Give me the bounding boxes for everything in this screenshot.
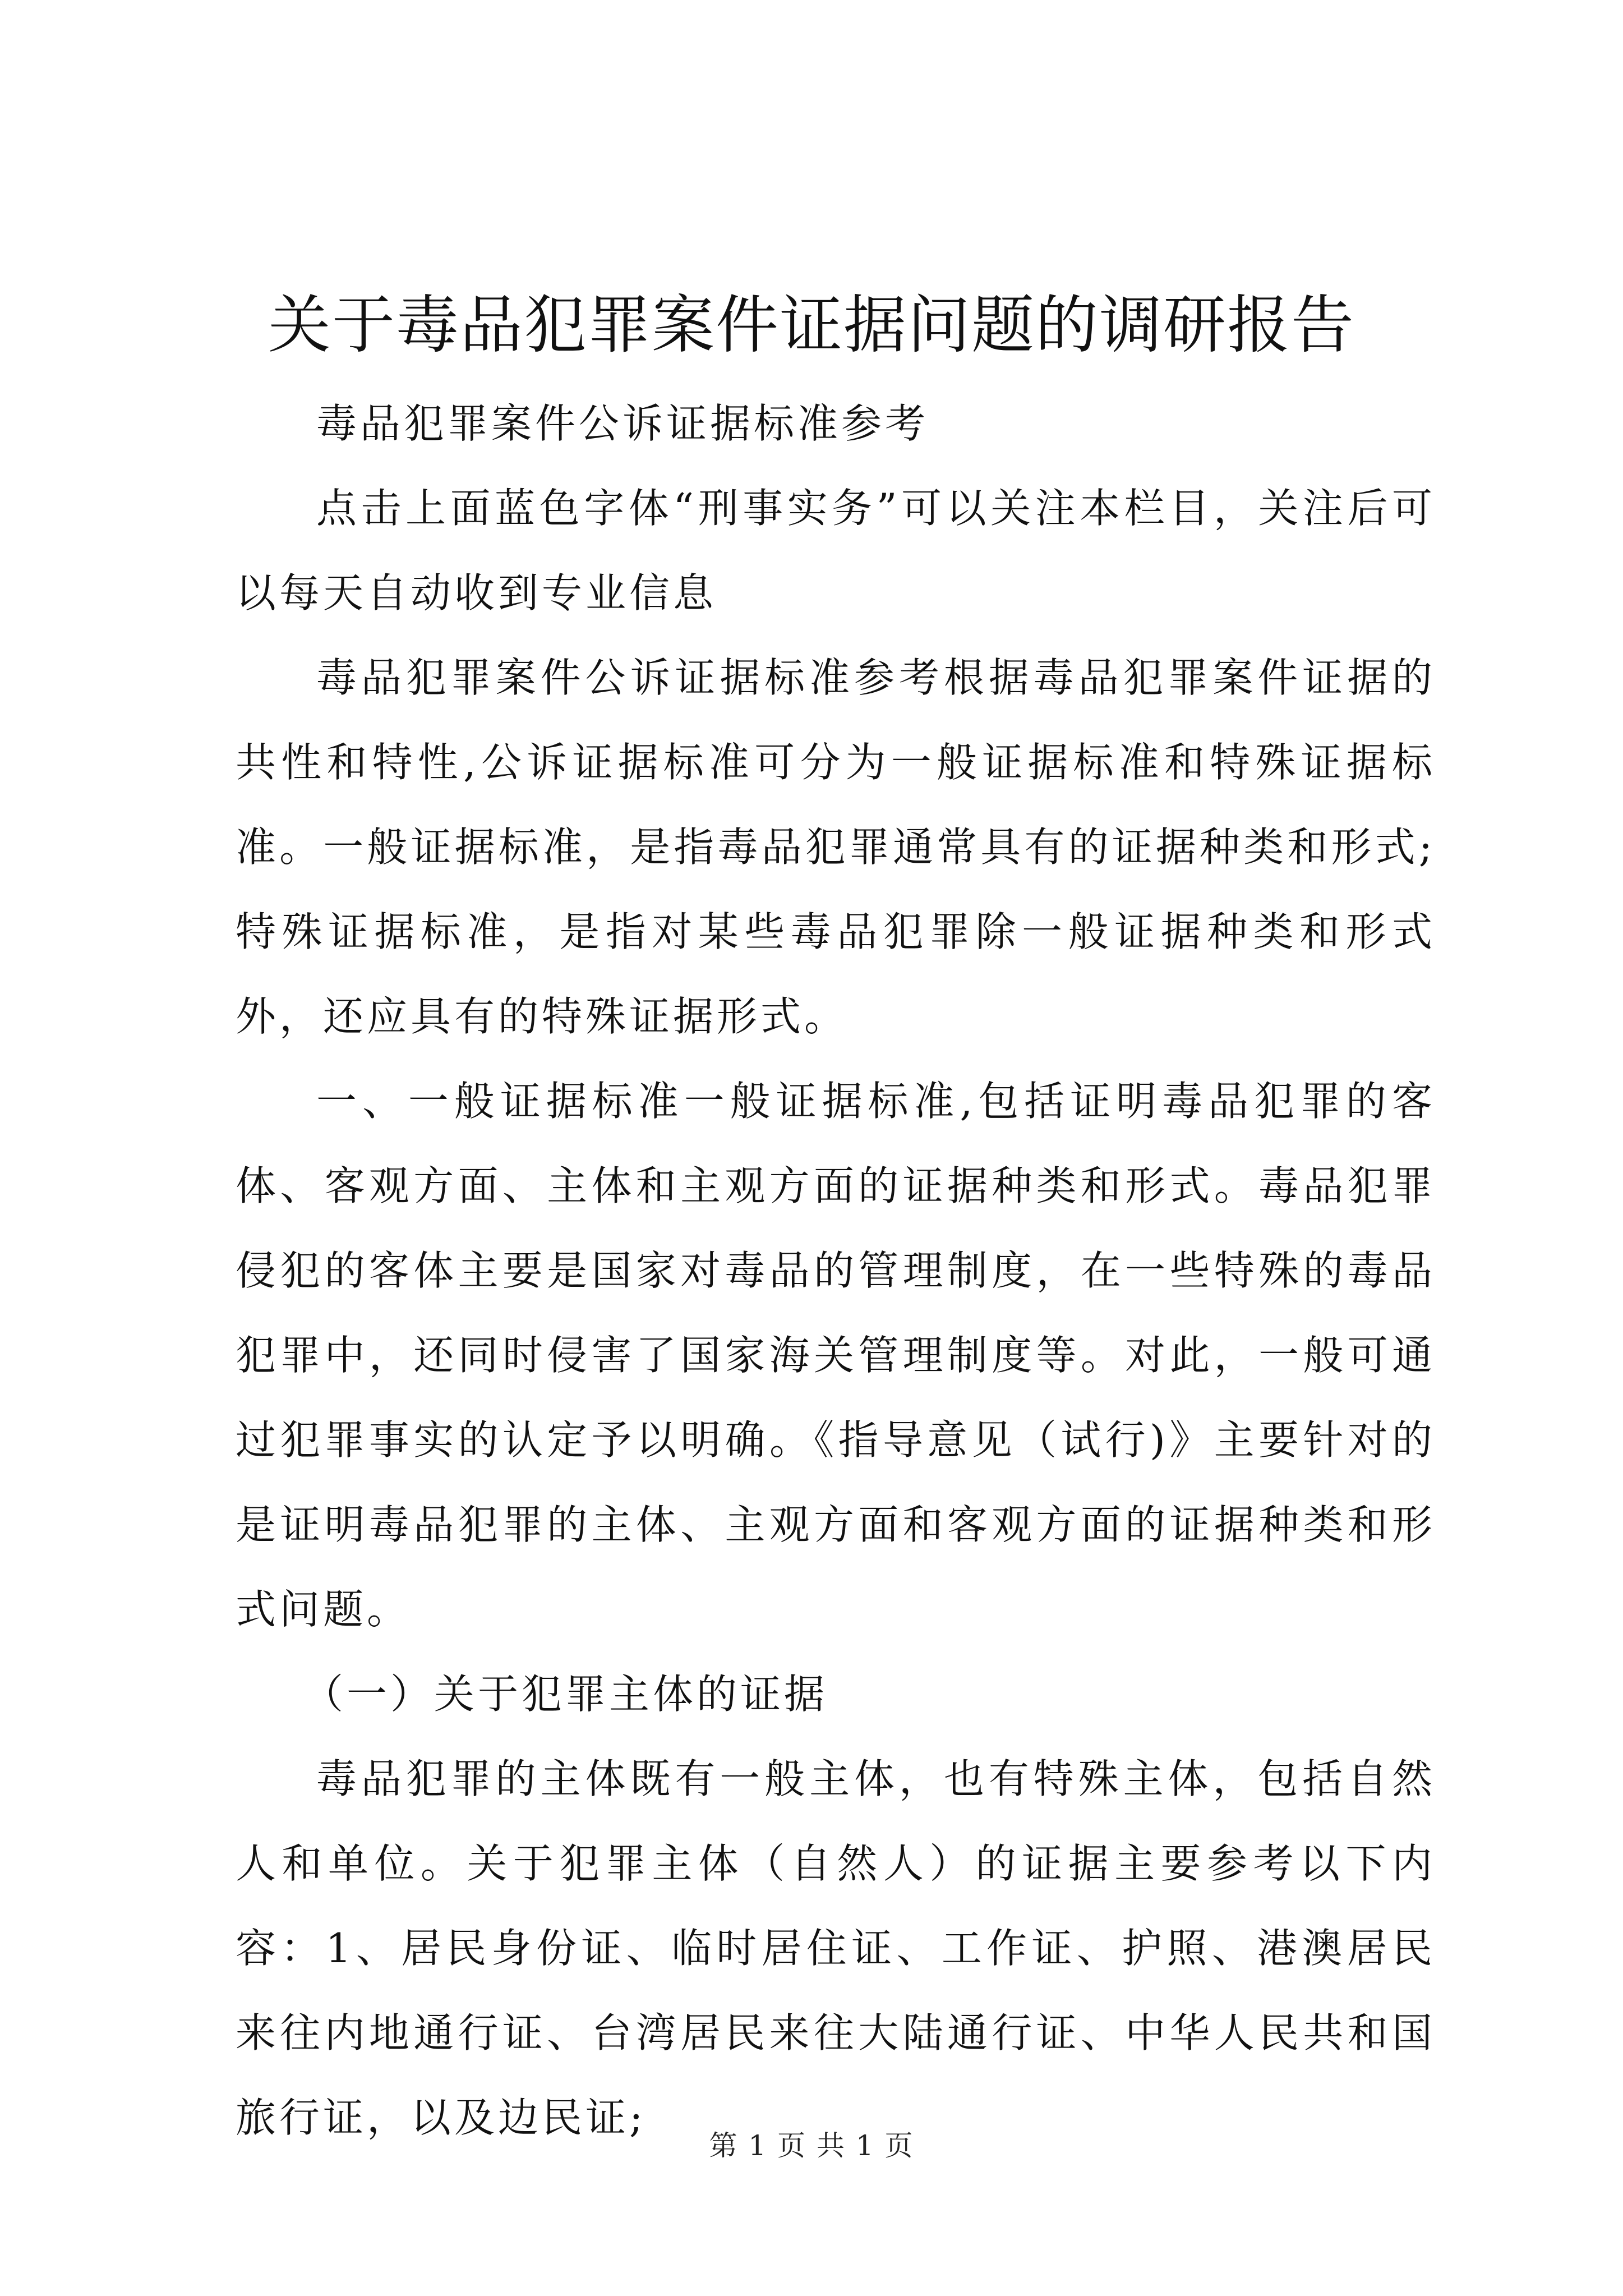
paragraph-follow-notice: 点击上面蓝色字体“刑事实务”可以关注本栏目，关注后可以每天自动收到专业信息 (236, 485, 1436, 616)
paragraph-subtitle: 毒品犯罪案件公诉证据标准参考 (316, 400, 929, 447)
document-title: 关于毒品犯罪案件证据问题的调研报告 (268, 289, 1355, 362)
page-footer: 第 1 页 共 1 页 (709, 2129, 914, 2162)
paragraph-evidence-standards: 毒品犯罪案件公诉证据标准参考根据毒品犯罪案件证据的共性和特性,公诉证据标准可分为一般证据标准和特殊证据标准。一般证据标准，是指毒品犯罪通常具有的证据种类和形式;特殊证据标准，是指对某些毒品犯罪除一般证据种类和形式外，还应具有的特殊证据形式。 (236, 654, 1436, 1040)
document-body (236, 381, 1436, 2160)
section-heading-crime-subject: （一）关于犯罪主体的证据 (303, 1671, 828, 1718)
paragraph-crime-subject: 毒品犯罪的主体既有一般主体，也有特殊主体，包括自然人和单位。关于犯罪主体（自然人）的证据主要参考以下内容：1、居民身份证、临时居住证、工作证、护照、港澳居民来往内地通行证、台湾居民来往大陆通行证、中华人民共和国旅行证，以及边民证; (236, 1755, 1436, 2141)
paragraph-general-standard: 一、一般证据标准一般证据标准,包括证明毒品犯罪的客体、客观方面、主体和主观方面的证据种类和形式。毒品犯罪侵犯的客体主要是国家对毒品的管理制度，在一些特殊的毒品犯罪中，还同时侵害了国家海关管理制度等。对此，一般可通过犯罪事实的认定予以明确。《指导意见（试行)》主要针对的是证明毒品犯罪的主体、主观方面和客观方面的证据种类和形式问题。 (236, 1078, 1436, 1633)
